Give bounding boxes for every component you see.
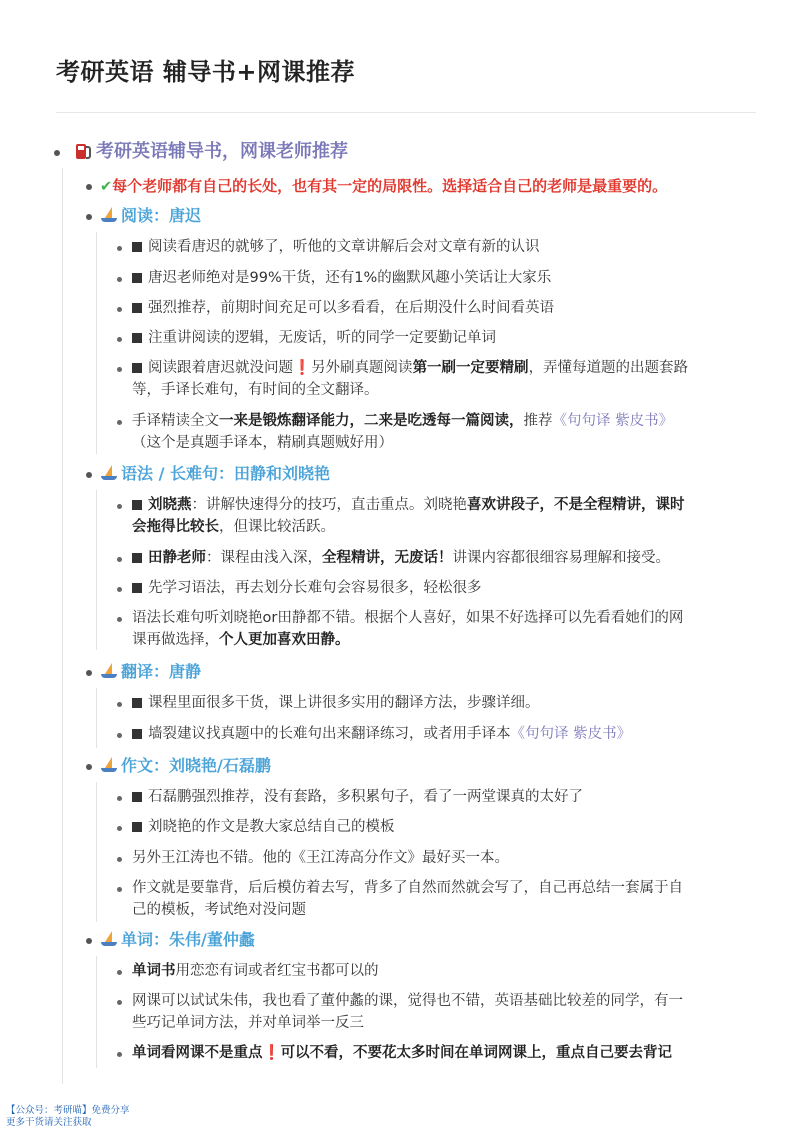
bullet [117,557,122,562]
square-icon [132,242,142,252]
square-icon [132,822,142,832]
item-bold: 单词书 [132,963,176,979]
item-text: 网课可以试试朱伟，我也看了董仲蠡的课，觉得也不错，英语基础比较差的同学，有一 [132,993,683,1009]
vocab-heading-text: 单词：朱伟/董仲蠡 [121,930,255,949]
item-bold: 田静老师 [148,550,206,566]
square-icon [132,303,142,313]
item-text: 刘晓艳的作文是教大家总结自己的模板 [148,819,395,835]
section-reading-heading [100,204,201,228]
sailboat-icon [100,756,118,774]
list-item [132,267,551,289]
item-bold: 单词看网课不是重点 [132,1045,263,1061]
check-icon: ✔ [100,179,113,195]
list-item [132,847,509,869]
item-text: 课再做选择， [132,632,219,648]
bullet [117,277,122,282]
item-text: 先学习语法，再去划分长难句会容易很多，轻松很多 [148,580,482,596]
list-item [132,297,554,319]
page-title: 考研英语 辅导书+网课推荐 [56,58,355,86]
square-icon [132,553,142,563]
intro-text: 每个老师都有自己的长处，也有其一定的局限性。选择适合自己的老师是最重要的。 [112,177,668,195]
sailboat-icon [100,930,118,948]
bullet [86,938,92,944]
tree-guide-writing [96,782,97,922]
item-text: 用恋恋有词或者红宝书都可以的 [175,963,379,979]
list-item [132,410,772,454]
item-text: ：课程由浅入深， [206,550,322,566]
bullet [54,150,60,156]
item-text: 己的模板，考试绝对没问题 [132,902,306,918]
list-item [132,357,772,401]
bullet [117,733,122,738]
sailboat-icon [100,662,118,680]
bullet [117,504,122,509]
tree-guide-reading [96,232,97,454]
square-icon [132,729,142,739]
bullet [117,970,122,975]
bullet [86,670,92,676]
bullet [117,420,122,425]
book-link[interactable]: 《句句译 紫皮书》 [510,726,632,742]
bullet [117,246,122,251]
square-icon [132,583,142,593]
bullet [117,337,122,342]
footer-line-1: 【公众号：考研喵】免费分享 [6,1105,130,1116]
item-text: 讲课内容都很细容易理解和接受。 [452,550,670,566]
item-text: 石磊鹏强烈推荐，没有套路，多积累句子，看了一两堂课真的太好了 [148,789,583,805]
item-bold: 个人更加喜欢田静。 [219,632,350,648]
bullet [117,796,122,801]
list-item [132,1042,672,1064]
bullet [117,1052,122,1057]
exclamation-icon: ❗ [293,360,312,376]
item-text: 阅读跟着唐迟就没问题 [148,360,293,376]
square-icon [132,273,142,283]
bullet [86,472,92,478]
bullet [117,702,122,707]
bullet [117,617,122,622]
section-translation-heading [100,660,201,684]
tree-guide-translation [96,688,97,748]
item-text: 阅读看唐迟的就够了，听他的文章讲解后会对文章有新的认识 [148,239,540,255]
list-item [132,236,540,258]
footer-line-2: 更多干货请关注获取 [6,1117,92,1128]
list-item [132,960,379,982]
bullet [117,307,122,312]
list-item [132,692,540,714]
tree-guide-vocab [96,956,97,1068]
item-bold: 第一刷一定要精刷 [412,360,529,376]
list-item [132,327,496,349]
reading-heading-text: 阅读：唐迟 [121,206,202,225]
exclamation-icon: ❗ [262,1045,281,1061]
item-text: 另外王江涛也不错。他的《王江涛高分作文》最好买一本。 [132,850,509,866]
item-text: ：讲解快速得分的技巧，直击重点。刘晓艳 [191,497,467,513]
bullet [117,887,122,892]
bullet [117,1000,122,1005]
tree-guide-level1 [62,168,63,1084]
square-icon [132,363,142,373]
section-writing-heading [100,754,271,778]
list-item [132,990,772,1034]
list-item [132,877,772,921]
book-link[interactable]: 《句句译 紫皮书》 [552,413,674,429]
item-text: 作文就是要靠背，后后模仿着去写，背多了自然而然就会写了，自己再总结一套属于自 [132,880,683,896]
writing-heading-text: 作文：刘晓艳/石磊鹏 [121,756,271,775]
item-text: 语法长难句听刘晓艳or田静都不错。根据个人喜好，如果不好选择可以先看看她们的网 [132,610,684,626]
bullet [117,587,122,592]
square-icon [132,500,142,510]
item-text: 唐迟老师绝对是99%干货，还有1%的幽默风趣小笑话让大家乐 [148,270,552,286]
item-text: 强烈推荐，前期时间充足可以多看看，在后期没什么时间看英语 [148,300,554,316]
bullet [86,764,92,770]
grammar-heading-text: 语法 / 长难句：田静和刘晓艳 [121,464,330,483]
item-bold: 可以不看，不要花太多时间在单词网课上，重点自己要去背记 [280,1045,673,1061]
section-vocab-heading [100,928,255,952]
square-icon [132,333,142,343]
item-text: 课程里面很多干货，课上讲很多实用的翻译方法，步骤详细。 [148,695,540,711]
square-icon [132,792,142,802]
list-item [132,723,631,745]
tree-guide-grammar [96,490,97,650]
item-bold: 一来是锻炼翻译能力，二来是吃透每一篇阅读， [219,413,524,429]
item-text: 等，手译长难句，有时间的全文翻译。 [132,382,379,398]
list-item [132,786,583,808]
bullet [86,184,92,190]
item-bold: 全程精讲，无废话！ [322,550,453,566]
top-label: 考研英语辅导书，网课老师推荐 [96,141,348,162]
title-divider [56,112,756,113]
bullet [117,367,122,372]
translation-heading-text: 翻译：唐静 [121,662,202,681]
item-text: 手译精读全文 [132,413,219,429]
item-text: （这个是真题手译本，精刷真题贼好用） [132,435,393,451]
item-text: 些巧记单词方法，并对单词举一反三 [132,1015,364,1031]
list-item [132,816,395,838]
item-bold: 刘晓燕 [148,497,192,513]
bullet [86,214,92,220]
sailboat-icon [100,206,118,224]
item-text: ，但课比较活跃。 [219,519,335,535]
item-text: 注重讲阅读的逻辑，无废话，听的同学一定要勤记单词 [148,330,496,346]
list-item [132,577,482,599]
item-text: ，弄懂每道题的出题套路 [528,360,689,376]
bullet [117,826,122,831]
list-item [132,607,772,651]
intro-line [100,175,667,198]
item-bold: 会拖得比较长 [132,519,219,535]
square-icon [132,698,142,708]
section-grammar-heading [100,462,330,486]
list-item [132,547,670,569]
section-top [76,139,348,165]
item-text: 墙裂建议找真题中的长难句出来翻译练习，或者用手译本 [148,726,511,742]
sailboat-icon [100,464,118,482]
fuel-pump-icon [76,142,90,160]
item-text: 另外刷真题阅读 [311,360,413,376]
bullet [117,857,122,862]
item-bold: 喜欢讲段子，不是全程精讲，课时 [467,497,685,513]
item-text: 推荐 [523,413,553,429]
list-item [132,494,772,538]
